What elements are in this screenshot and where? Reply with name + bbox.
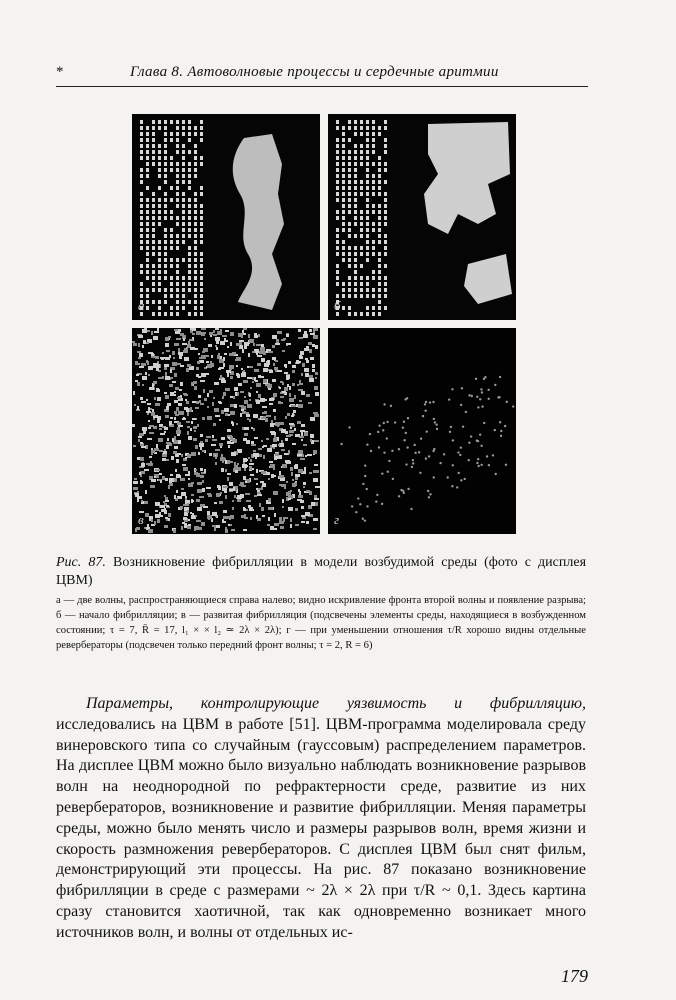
panel-v-image — [132, 328, 320, 534]
panel-b-label: б — [334, 298, 341, 313]
figure-panel-a — [132, 114, 320, 320]
panel-v-label: в — [138, 512, 144, 527]
panel-a-label: а — [138, 298, 145, 313]
figure-title: Возникновение фибрилляции в модели возбудимой среды (фото с дисплея ЦВМ) — [56, 555, 587, 588]
figure-number: Рис. 87. — [56, 555, 106, 570]
header-marker: * — [56, 64, 64, 80]
figure-panel-g — [328, 328, 516, 534]
panel-b-image — [328, 114, 516, 320]
figure-legend: а — две волны, распространяющиеся справа налево; видно искривление фронта второй волны и появление разрыва; б — начало фибрилляции; в — развитая фибрилляция (подсвечены элементы среды, находящиеся в возбужденном состоянии; τ = 7, R̄ = 17, l₁ × × l₂ ≃ 2λ × 2λ); г — при уменьшении отношения τ/R хорошо видны отдельные ревербераторы (подсвечен только передний фронт волны; τ = 2, R = 6) — [56, 595, 586, 651]
page-number: 179 — [561, 966, 588, 986]
chapter-title: Глава 8. Автоволновые процессы и сердечные аритмии — [130, 64, 499, 80]
paragraph-lead: Параметры, контролирующие уязвимость и фибрилляцию, — [86, 695, 586, 712]
body-text — [56, 694, 586, 944]
panel-g-label: г — [334, 512, 340, 527]
running-header — [56, 60, 588, 87]
figure-87 — [132, 112, 516, 530]
figure-caption — [56, 554, 586, 590]
panel-a-image — [132, 114, 320, 320]
panel-g-image — [328, 328, 516, 534]
paragraph — [56, 694, 586, 944]
figure-panel-v — [132, 328, 320, 534]
figure-panel-b — [328, 114, 516, 320]
paragraph-text: исследовались на ЦВМ в работе [51]. ЦВМ-программа моделировала среду винеровского типа со случайным (гауссовым) распределением параметров. На дисплее ЦВМ можно было визуально наблюдать возникновение разрывов волн на неоднородной по рефрактерности среде, развитие из них ревербераторов, возникновение и развитие фибрилляции. Меняя параметры среды, можно было менять число и размеры разрывов волн, время жизни и скорость размножения ревербераторов. С дисплея ЦВМ был снят фильм, демонстрирующий эти процессы. На рис. 87 показано возникновение фибрилляции в среде с размерами ~ 2λ × 2λ при τ/R ~ 0,1. Здесь картина сразу становится хаотичной, так как одновременно возникает много источников волн, и волны от отдельных ис- — [56, 715, 586, 941]
